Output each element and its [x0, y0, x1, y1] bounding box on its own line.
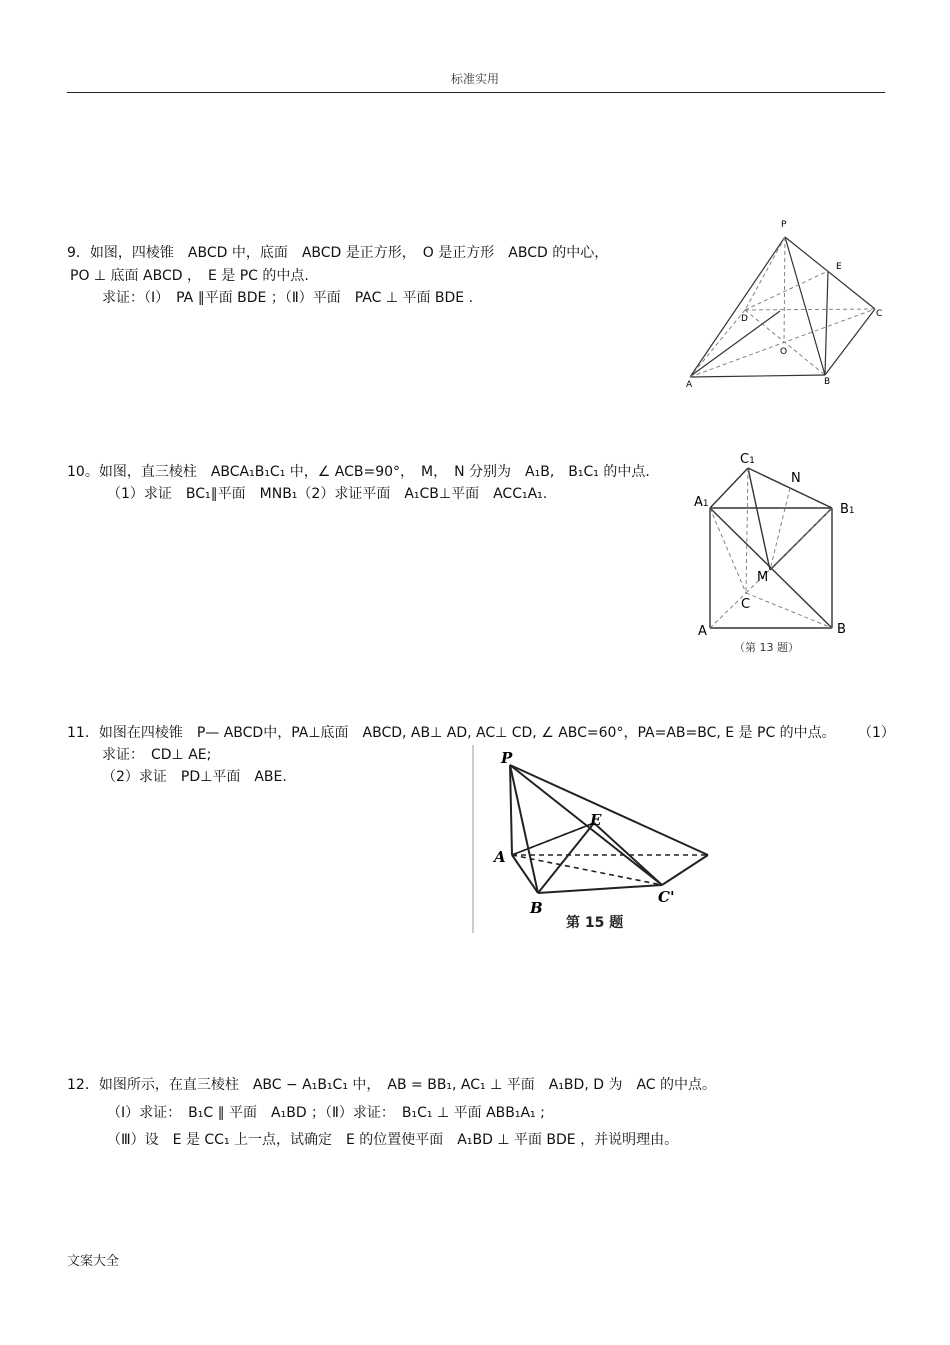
fig10-label-n: N	[791, 471, 801, 486]
fig9-label-c: C	[876, 309, 883, 319]
fig11-caption: 第 15 题	[566, 915, 624, 931]
figure-10-prism	[690, 448, 870, 658]
fig11-label-e: E	[590, 811, 602, 829]
fig9-label-d: D	[741, 314, 748, 324]
fig11-label-p: P	[501, 749, 513, 767]
fig9-label-a: A	[686, 380, 693, 390]
fig10-caption: （第 13 题）	[734, 641, 799, 654]
page-header: 标准实用	[450, 72, 499, 86]
problem-11-line-2: 求证： CD⊥ AE;	[102, 747, 212, 763]
problem-12-line-2: （Ⅰ）求证： B₁C ∥ 平面 A₁BD ；（Ⅱ）求证： B₁C₁ ⊥ 平面 ABB₁A₁ ;	[107, 1105, 545, 1121]
problem-9-line-2: PO ⊥ 底面 ABCD ， E 是 PC 的中点.	[70, 268, 309, 284]
problem-10-line-1: 10。如图，直三棱柱 ABCA₁B₁C₁ 中，∠ ACB=90°， M， N 分别为 A₁B, B₁C₁ 的中点.	[67, 464, 650, 480]
fig10-label-b: B	[837, 622, 846, 637]
fig11-label-a: A	[494, 848, 506, 866]
problem-12-line-3: （Ⅲ）设 E 是 CC₁ 上一点，试确定 E 的位置使平面 A₁BD ⊥ 平面 BDE ，并说明理由。	[107, 1132, 679, 1148]
problem-11-line-3: （2）求证 PD⊥平面 ABE.	[102, 769, 287, 785]
page-footer: 文案大全	[67, 1254, 120, 1269]
problem-9-line-3: 求证：（Ⅰ） PA ∥平面 BDE ；（Ⅱ）平面 PAC ⊥ 平面 BDE .	[102, 290, 474, 306]
figure-9-pyramid	[680, 215, 890, 390]
fig10-label-c: C	[741, 597, 751, 612]
fig10-label-c1: C1	[740, 452, 755, 467]
fig9-label-p: P	[781, 220, 787, 230]
fig11-label-b: B	[530, 899, 543, 917]
problem-12-line-1: 12．如图所示，在直三棱柱 ABC − A₁B₁C₁ 中， AB = BB₁, AC₁ ⊥ 平面 A₁BD, D 为 AC 的中点。	[67, 1077, 717, 1093]
fig11-label-c: C'	[658, 888, 675, 906]
fig9-label-e: E	[836, 262, 842, 272]
problem-11-lead-right: （1）	[858, 725, 895, 741]
fig9-label-b: B	[824, 377, 831, 387]
fig10-label-a: A	[698, 624, 707, 639]
fig10-label-m: M	[757, 570, 769, 585]
fig10-label-a1: A1	[694, 495, 709, 510]
fig10-label-b1: B1	[840, 502, 855, 517]
fig9-label-o: O	[780, 347, 788, 357]
problem-11-line-1: 11．如图在四棱锥 P— ABCD中，PA⊥底面 ABCD, AB⊥ AD, AC⊥ CD, ∠ ABC=60°，PA=AB=BC, E 是 PC 的中点。	[67, 725, 836, 741]
problem-10-line-2: （1）求证 BC₁∥平面 MNB₁（2）求证平面 A₁CB⊥平面 ACC₁A₁.	[107, 486, 548, 502]
figure-11-pyramid	[472, 745, 717, 933]
problem-9-line-1: 9．如图，四棱锥 ABCD 中，底面 ABCD 是正方形， O 是正方形 ABCD 的中心，	[67, 245, 609, 261]
header-rule	[67, 92, 885, 93]
